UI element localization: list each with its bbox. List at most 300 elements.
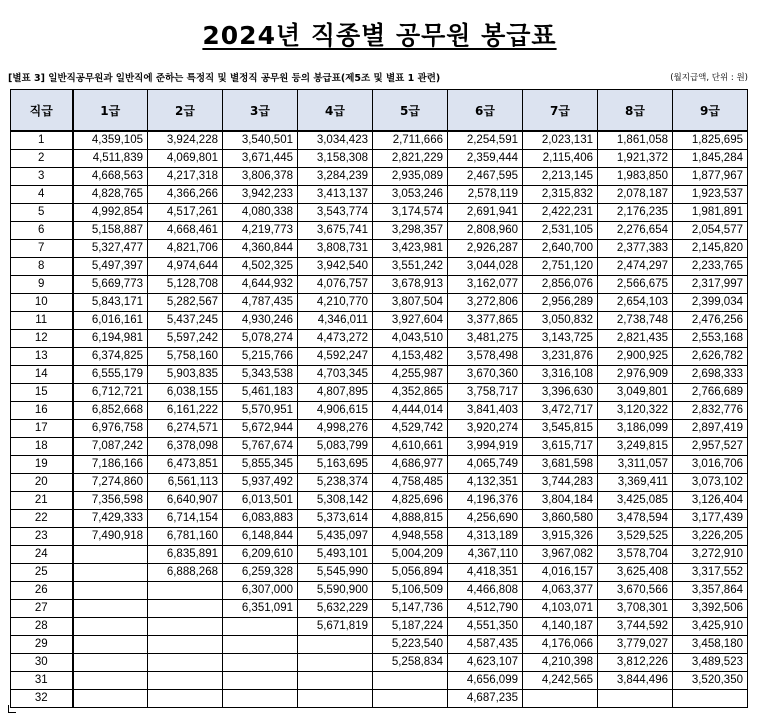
salary-cell: 5,669,773	[73, 276, 148, 294]
salary-cell: 4,668,563	[73, 168, 148, 186]
salary-cell: 4,807,895	[298, 384, 373, 402]
salary-cell: 3,272,910	[673, 546, 748, 564]
salary-cell: 5,158,887	[73, 222, 148, 240]
salary-cell: 4,644,932	[223, 276, 298, 294]
step-cell: 14	[11, 366, 73, 384]
salary-cell: 4,103,071	[523, 600, 598, 618]
table-row	[11, 204, 748, 222]
salary-cell: 4,016,157	[523, 564, 598, 582]
salary-cell: 5,327,477	[73, 240, 148, 258]
salary-cell: 3,249,815	[598, 438, 673, 456]
table-row	[11, 312, 748, 330]
salary-cell: 3,708,301	[598, 600, 673, 618]
salary-cell: 2,213,145	[523, 168, 598, 186]
salary-cell: 2,578,119	[448, 186, 523, 204]
salary-cell	[73, 564, 148, 582]
salary-cell: 3,050,832	[523, 312, 598, 330]
salary-cell: 3,675,741	[298, 222, 373, 240]
salary-cell: 4,346,011	[298, 312, 373, 330]
salary-cell: 6,307,000	[223, 582, 298, 600]
salary-cell: 4,992,854	[73, 204, 148, 222]
salary-cell	[73, 546, 148, 564]
salary-cell: 5,632,229	[298, 600, 373, 618]
salary-cell: 5,056,894	[373, 564, 448, 582]
salary-cell: 3,317,552	[673, 564, 748, 582]
salary-cell: 2,276,654	[598, 222, 673, 240]
salary-cell: 6,013,501	[223, 492, 298, 510]
salary-cell: 4,219,773	[223, 222, 298, 240]
salary-cell: 2,422,231	[523, 204, 598, 222]
step-cell: 27	[11, 600, 73, 618]
salary-cell: 2,654,103	[598, 294, 673, 312]
salary-cell: 4,592,247	[298, 348, 373, 366]
salary-cell: 4,366,266	[148, 186, 223, 204]
salary-cell: 6,038,155	[148, 384, 223, 402]
salary-cell: 4,444,014	[373, 402, 448, 420]
salary-cell: 2,926,287	[448, 240, 523, 258]
salary-cell: 3,396,630	[523, 384, 598, 402]
salary-cell: 4,063,377	[523, 582, 598, 600]
salary-cell: 3,678,913	[373, 276, 448, 294]
salary-cell: 3,994,919	[448, 438, 523, 456]
salary-cell: 4,065,749	[448, 456, 523, 474]
salary-cell: 5,187,224	[373, 618, 448, 636]
salary-cell: 4,610,661	[373, 438, 448, 456]
salary-cell: 4,132,351	[448, 474, 523, 492]
salary-cell	[148, 600, 223, 618]
table-row	[11, 618, 748, 636]
salary-cell	[223, 672, 298, 690]
salary-cell: 3,053,246	[373, 186, 448, 204]
salary-cell: 4,888,815	[373, 510, 448, 528]
header-row	[11, 90, 748, 132]
salary-cell: 4,529,742	[373, 420, 448, 438]
table-row	[11, 474, 748, 492]
salary-cell: 6,351,091	[223, 600, 298, 618]
salary-cell: 6,083,883	[223, 510, 298, 528]
salary-cell: 6,378,098	[148, 438, 223, 456]
salary-cell	[298, 654, 373, 672]
salary-cell: 3,915,326	[523, 528, 598, 546]
step-cell: 15	[11, 384, 73, 402]
salary-cell: 3,841,403	[448, 402, 523, 420]
step-cell: 12	[11, 330, 73, 348]
salary-cell: 3,967,082	[523, 546, 598, 564]
salary-cell	[148, 672, 223, 690]
salary-cell	[73, 690, 148, 708]
step-cell: 13	[11, 348, 73, 366]
step-cell: 32	[11, 690, 73, 708]
step-cell: 7	[11, 240, 73, 258]
salary-cell	[73, 582, 148, 600]
salary-cell: 3,844,496	[598, 672, 673, 690]
salary-cell: 3,073,102	[673, 474, 748, 492]
salary-cell: 6,555,179	[73, 366, 148, 384]
salary-cell: 4,502,325	[223, 258, 298, 276]
salary-cell: 3,186,099	[598, 420, 673, 438]
step-cell: 29	[11, 636, 73, 654]
salary-cell: 4,196,376	[448, 492, 523, 510]
step-cell: 22	[11, 510, 73, 528]
salary-cell: 2,751,120	[523, 258, 598, 276]
salary-cell: 3,044,028	[448, 258, 523, 276]
table-row	[11, 636, 748, 654]
salary-cell: 3,520,350	[673, 672, 748, 690]
header-cell: 7급	[523, 90, 598, 132]
salary-cell: 3,804,184	[523, 492, 598, 510]
salary-cell: 7,087,242	[73, 438, 148, 456]
header-cell: 9급	[673, 90, 748, 132]
salary-cell: 7,186,166	[73, 456, 148, 474]
salary-cell: 3,049,801	[598, 384, 673, 402]
salary-cell: 5,937,492	[223, 474, 298, 492]
unit-note: (월지급액, 단위 : 원)	[670, 73, 748, 83]
step-cell: 16	[11, 402, 73, 420]
salary-cell: 2,976,909	[598, 366, 673, 384]
salary-cell: 6,888,268	[148, 564, 223, 582]
salary-cell: 4,210,398	[523, 654, 598, 672]
salary-cell: 6,712,721	[73, 384, 148, 402]
salary-cell: 3,744,592	[598, 618, 673, 636]
step-cell: 5	[11, 204, 73, 222]
salary-cell	[223, 654, 298, 672]
salary-cell: 3,670,360	[448, 366, 523, 384]
salary-cell	[298, 636, 373, 654]
table-row	[11, 276, 748, 294]
salary-cell: 3,162,077	[448, 276, 523, 294]
salary-cell: 4,623,107	[448, 654, 523, 672]
salary-cell: 3,369,411	[598, 474, 673, 492]
table-row	[11, 492, 748, 510]
header-cell: 2급	[148, 90, 223, 132]
salary-cell: 4,687,235	[448, 690, 523, 708]
salary-cell	[73, 654, 148, 672]
salary-cell	[148, 636, 223, 654]
table-row	[11, 564, 748, 582]
salary-cell: 5,767,674	[223, 438, 298, 456]
salary-cell: 6,781,160	[148, 528, 223, 546]
step-cell: 18	[11, 438, 73, 456]
salary-cell: 2,254,591	[448, 131, 523, 150]
salary-cell: 4,551,350	[448, 618, 523, 636]
pay-table	[10, 89, 748, 708]
salary-cell: 2,640,700	[523, 240, 598, 258]
salary-cell	[73, 636, 148, 654]
salary-cell: 2,054,577	[673, 222, 748, 240]
salary-cell: 2,359,444	[448, 150, 523, 168]
table-row	[11, 222, 748, 240]
salary-cell	[373, 690, 448, 708]
salary-cell: 2,315,832	[523, 186, 598, 204]
salary-cell: 2,531,105	[523, 222, 598, 240]
header-cell: 6급	[448, 90, 523, 132]
salary-cell: 4,069,801	[148, 150, 223, 168]
step-cell: 31	[11, 672, 73, 690]
salary-cell: 2,145,820	[673, 240, 748, 258]
salary-cell: 7,356,598	[73, 492, 148, 510]
salary-cell: 1,861,058	[598, 131, 673, 150]
salary-cell: 3,942,540	[298, 258, 373, 276]
salary-cell	[73, 600, 148, 618]
table-row	[11, 510, 748, 528]
salary-cell: 1,845,284	[673, 150, 748, 168]
salary-cell: 4,473,272	[298, 330, 373, 348]
salary-cell: 5,435,097	[298, 528, 373, 546]
salary-cell: 6,194,981	[73, 330, 148, 348]
step-cell: 1	[11, 131, 73, 150]
salary-cell: 3,540,501	[223, 131, 298, 150]
table-row	[11, 150, 748, 168]
salary-cell: 3,158,308	[298, 150, 373, 168]
salary-cell: 4,703,345	[298, 366, 373, 384]
step-cell: 21	[11, 492, 73, 510]
salary-cell: 1,981,891	[673, 204, 748, 222]
salary-cell: 6,640,907	[148, 492, 223, 510]
salary-cell: 2,698,333	[673, 366, 748, 384]
table-row	[11, 582, 748, 600]
salary-cell: 2,626,782	[673, 348, 748, 366]
salary-cell: 5,215,766	[223, 348, 298, 366]
salary-cell: 3,174,574	[373, 204, 448, 222]
salary-cell: 6,148,844	[223, 528, 298, 546]
salary-cell: 5,238,374	[298, 474, 373, 492]
salary-cell: 5,282,567	[148, 294, 223, 312]
salary-cell: 4,587,435	[448, 636, 523, 654]
salary-cell: 3,478,594	[598, 510, 673, 528]
salary-cell: 4,787,435	[223, 294, 298, 312]
salary-cell: 3,927,604	[373, 312, 448, 330]
salary-cell: 3,226,205	[673, 528, 748, 546]
page-title: 2024년 직종별 공무원 봉급표	[202, 21, 557, 50]
salary-cell: 5,223,540	[373, 636, 448, 654]
table-row	[11, 240, 748, 258]
salary-cell: 2,856,076	[523, 276, 598, 294]
salary-cell: 2,897,419	[673, 420, 748, 438]
salary-cell: 4,352,865	[373, 384, 448, 402]
salary-cell: 5,497,397	[73, 258, 148, 276]
salary-cell: 4,359,105	[73, 131, 148, 150]
salary-cell: 3,615,717	[523, 438, 598, 456]
salary-cell: 5,570,951	[223, 402, 298, 420]
salary-cell: 6,976,758	[73, 420, 148, 438]
corner-mark	[8, 705, 16, 713]
salary-cell: 3,545,815	[523, 420, 598, 438]
step-cell: 2	[11, 150, 73, 168]
table-caption: [별표 3] 일반직공무원과 일반직에 준하는 특정직 및 별정직 공무원 등의 봉급표(제5조 및 별표 1 관련)	[8, 73, 441, 84]
salary-cell: 4,043,510	[373, 330, 448, 348]
salary-cell: 3,143,725	[523, 330, 598, 348]
salary-cell: 1,923,537	[673, 186, 748, 204]
salary-cell: 2,821,435	[598, 330, 673, 348]
step-cell: 11	[11, 312, 73, 330]
table-row	[11, 330, 748, 348]
salary-cell: 6,209,610	[223, 546, 298, 564]
salary-cell: 2,935,089	[373, 168, 448, 186]
salary-cell: 4,511,839	[73, 150, 148, 168]
salary-cell: 2,738,748	[598, 312, 673, 330]
salary-cell: 5,843,171	[73, 294, 148, 312]
table-body	[11, 131, 748, 708]
salary-cell: 6,561,113	[148, 474, 223, 492]
step-cell: 8	[11, 258, 73, 276]
header-cell: 1급	[73, 90, 148, 132]
salary-cell: 4,825,696	[373, 492, 448, 510]
salary-cell: 5,855,345	[223, 456, 298, 474]
salary-cell	[298, 690, 373, 708]
salary-cell: 6,714,154	[148, 510, 223, 528]
header-cell: 직급	[11, 90, 73, 132]
salary-cell: 4,367,110	[448, 546, 523, 564]
salary-cell: 4,140,187	[523, 618, 598, 636]
salary-cell: 4,466,808	[448, 582, 523, 600]
salary-cell: 5,147,736	[373, 600, 448, 618]
step-cell: 30	[11, 654, 73, 672]
salary-cell: 2,691,941	[448, 204, 523, 222]
salary-cell: 3,578,704	[598, 546, 673, 564]
salary-cell: 3,807,504	[373, 294, 448, 312]
salary-cell: 3,298,357	[373, 222, 448, 240]
salary-cell: 4,512,790	[448, 600, 523, 618]
salary-cell	[73, 618, 148, 636]
salary-cell: 6,473,851	[148, 456, 223, 474]
salary-cell: 3,481,275	[448, 330, 523, 348]
table-row	[11, 366, 748, 384]
salary-cell: 3,316,108	[523, 366, 598, 384]
salary-cell: 7,274,860	[73, 474, 148, 492]
salary-cell: 3,671,445	[223, 150, 298, 168]
salary-cell: 3,625,408	[598, 564, 673, 582]
table-row	[11, 186, 748, 204]
salary-cell: 5,671,819	[298, 618, 373, 636]
step-cell: 28	[11, 618, 73, 636]
table-row	[11, 258, 748, 276]
salary-cell: 5,078,274	[223, 330, 298, 348]
table-row	[11, 384, 748, 402]
salary-cell: 2,553,168	[673, 330, 748, 348]
salary-cell: 3,458,180	[673, 636, 748, 654]
salary-cell: 3,425,085	[598, 492, 673, 510]
salary-cell: 2,821,229	[373, 150, 448, 168]
salary-cell: 3,543,774	[298, 204, 373, 222]
caption-row	[8, 70, 748, 84]
table-row	[11, 528, 748, 546]
salary-cell: 4,998,276	[298, 420, 373, 438]
salary-cell: 3,392,506	[673, 600, 748, 618]
salary-cell: 3,231,876	[523, 348, 598, 366]
salary-cell: 4,255,987	[373, 366, 448, 384]
salary-cell: 2,566,675	[598, 276, 673, 294]
salary-cell: 5,258,834	[373, 654, 448, 672]
salary-cell: 4,686,977	[373, 456, 448, 474]
salary-cell: 4,930,246	[223, 312, 298, 330]
salary-cell: 5,672,944	[223, 420, 298, 438]
salary-cell: 3,126,404	[673, 492, 748, 510]
salary-cell: 3,489,523	[673, 654, 748, 672]
salary-cell: 3,034,423	[298, 131, 373, 150]
salary-cell: 5,343,538	[223, 366, 298, 384]
salary-cell	[223, 690, 298, 708]
table-row	[11, 168, 748, 186]
salary-cell: 4,153,482	[373, 348, 448, 366]
salary-cell: 4,242,565	[523, 672, 598, 690]
salary-cell: 6,835,891	[148, 546, 223, 564]
salary-cell: 4,313,189	[448, 528, 523, 546]
table-row	[11, 456, 748, 474]
salary-cell: 2,078,187	[598, 186, 673, 204]
salary-cell: 3,779,027	[598, 636, 673, 654]
table-row	[11, 546, 748, 564]
salary-cell: 4,360,844	[223, 240, 298, 258]
salary-cell: 5,545,990	[298, 564, 373, 582]
salary-cell: 5,758,160	[148, 348, 223, 366]
salary-cell: 6,259,328	[223, 564, 298, 582]
salary-cell: 4,758,485	[373, 474, 448, 492]
salary-cell: 5,004,209	[373, 546, 448, 564]
table-row	[11, 654, 748, 672]
salary-cell: 3,311,057	[598, 456, 673, 474]
salary-cell: 5,590,900	[298, 582, 373, 600]
salary-cell: 4,668,461	[148, 222, 223, 240]
step-cell: 6	[11, 222, 73, 240]
salary-cell: 3,120,322	[598, 402, 673, 420]
salary-cell: 5,308,142	[298, 492, 373, 510]
salary-cell	[523, 690, 598, 708]
salary-cell: 5,437,245	[148, 312, 223, 330]
salary-cell: 5,597,242	[148, 330, 223, 348]
salary-cell: 4,906,615	[298, 402, 373, 420]
salary-cell: 3,177,439	[673, 510, 748, 528]
salary-cell: 2,474,297	[598, 258, 673, 276]
step-cell: 26	[11, 582, 73, 600]
header-cell: 8급	[598, 90, 673, 132]
salary-cell: 6,274,571	[148, 420, 223, 438]
salary-cell	[673, 690, 748, 708]
step-cell: 19	[11, 456, 73, 474]
salary-cell: 5,128,708	[148, 276, 223, 294]
salary-cell: 3,808,731	[298, 240, 373, 258]
table-row	[11, 348, 748, 366]
salary-cell: 6,374,825	[73, 348, 148, 366]
salary-cell: 4,256,690	[448, 510, 523, 528]
salary-cell: 3,860,580	[523, 510, 598, 528]
table-row	[11, 420, 748, 438]
salary-cell: 2,476,256	[673, 312, 748, 330]
salary-cell: 5,461,183	[223, 384, 298, 402]
salary-cell: 1,921,372	[598, 150, 673, 168]
salary-cell: 2,711,666	[373, 131, 448, 150]
salary-cell: 4,418,351	[448, 564, 523, 582]
table-row	[11, 131, 748, 150]
salary-cell: 3,425,910	[673, 618, 748, 636]
salary-cell: 3,920,274	[448, 420, 523, 438]
salary-cell: 6,016,161	[73, 312, 148, 330]
salary-cell: 5,106,509	[373, 582, 448, 600]
salary-cell: 2,399,034	[673, 294, 748, 312]
salary-cell: 3,357,864	[673, 582, 748, 600]
salary-cell: 5,493,101	[298, 546, 373, 564]
salary-cell	[373, 672, 448, 690]
salary-cell: 3,806,378	[223, 168, 298, 186]
table-row	[11, 690, 748, 708]
salary-cell: 4,210,770	[298, 294, 373, 312]
table-row	[11, 438, 748, 456]
salary-cell: 3,016,706	[673, 456, 748, 474]
salary-cell: 6,852,668	[73, 402, 148, 420]
salary-cell: 2,176,235	[598, 204, 673, 222]
step-cell: 3	[11, 168, 73, 186]
step-cell: 25	[11, 564, 73, 582]
salary-cell: 6,161,222	[148, 402, 223, 420]
